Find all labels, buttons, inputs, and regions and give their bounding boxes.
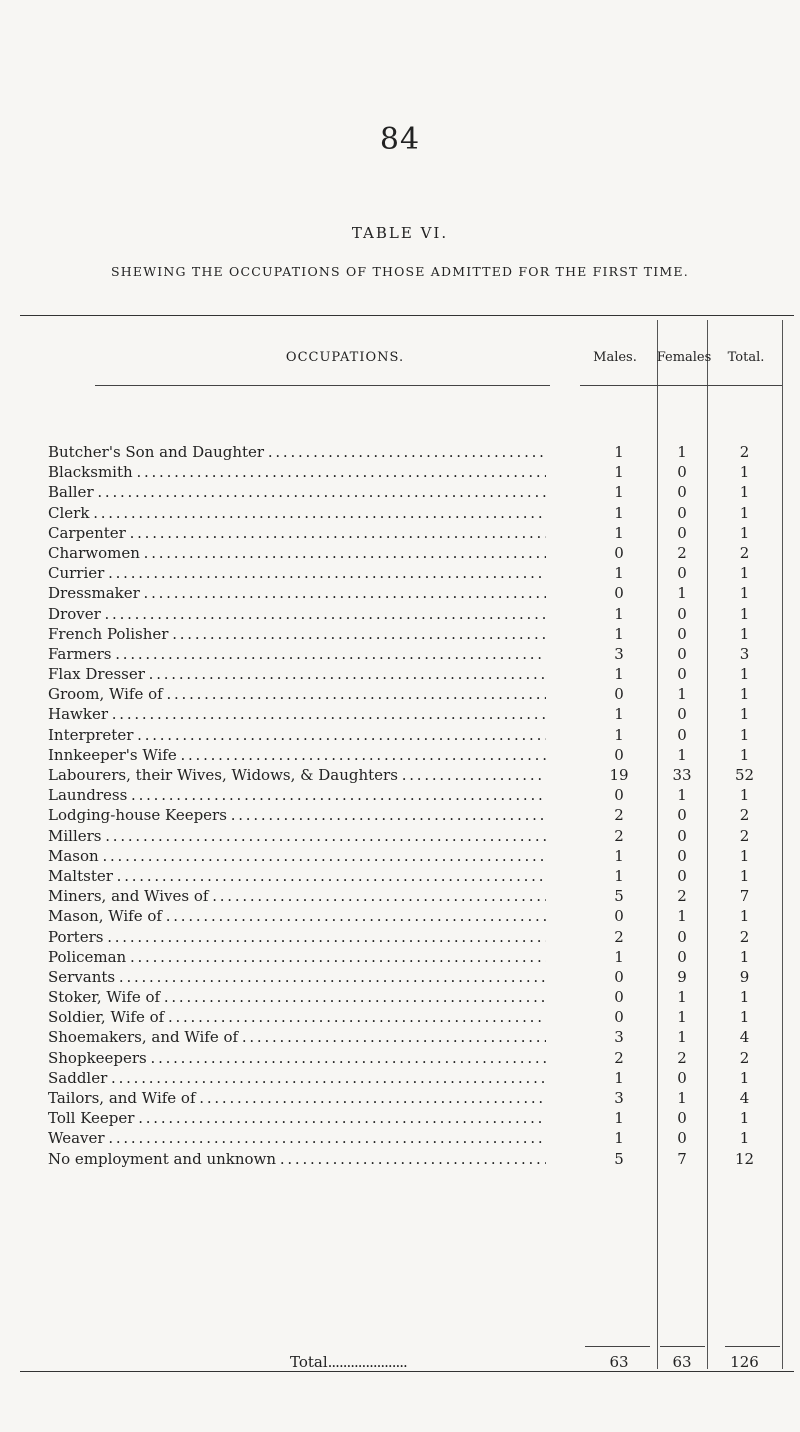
table-row bbox=[20, 523, 794, 543]
males-cell: 1 bbox=[614, 725, 624, 744]
header-rule bbox=[580, 385, 658, 386]
males-cell: 1 bbox=[614, 665, 624, 684]
total-cell: 1 bbox=[739, 786, 750, 805]
total-cell: 1 bbox=[739, 947, 750, 966]
total-cell: 2 bbox=[739, 543, 750, 562]
table-row bbox=[20, 583, 794, 603]
total-males: 63 bbox=[609, 1353, 629, 1371]
table-row bbox=[20, 664, 794, 684]
males-cell: 1 bbox=[614, 846, 624, 865]
females-cell: 1 bbox=[677, 443, 687, 461]
table-row bbox=[20, 805, 794, 825]
header-females: Females bbox=[656, 350, 712, 365]
table-row bbox=[20, 442, 794, 462]
occupation-cell: Carpenter . . . bbox=[48, 523, 546, 543]
males-cell: 0 bbox=[614, 786, 624, 805]
total-cell: 1 bbox=[739, 624, 750, 643]
total-cell: 7 bbox=[739, 887, 750, 906]
total-cell: 2 bbox=[739, 826, 750, 845]
occupation-cell: Tailors, and Wife of . . . bbox=[48, 1088, 546, 1108]
males-cell: 1 bbox=[614, 483, 624, 502]
table-row bbox=[20, 1007, 794, 1027]
header-rule bbox=[95, 385, 550, 386]
occupation-cell: Weaver . . . bbox=[48, 1128, 546, 1148]
females-cell: 33 bbox=[672, 766, 692, 784]
females-cell: 9 bbox=[677, 967, 687, 986]
table-row bbox=[20, 704, 794, 724]
table-row bbox=[20, 886, 794, 906]
occupation-cell: Blacksmith . . . bbox=[48, 462, 546, 482]
females-cell: 0 bbox=[677, 846, 687, 865]
table-row bbox=[20, 745, 794, 765]
table-row bbox=[20, 846, 794, 866]
occupation-cell: Drover . . . bbox=[48, 604, 546, 624]
males-cell: 1 bbox=[614, 523, 624, 542]
total-cell: 1 bbox=[739, 1068, 750, 1087]
table-row bbox=[20, 1108, 794, 1128]
females-cell: 0 bbox=[677, 725, 687, 744]
occupation-cell: French Polisher . . . bbox=[48, 624, 546, 644]
males-cell: 0 bbox=[614, 685, 624, 704]
total-cell: 1 bbox=[739, 665, 750, 684]
occupation-cell: Laundress . . . bbox=[48, 785, 546, 805]
table-row bbox=[20, 684, 794, 704]
males-cell: 0 bbox=[614, 967, 624, 986]
sum-rule bbox=[725, 1346, 780, 1347]
occupation-cell: Farmers . . . bbox=[48, 644, 546, 664]
total-total: 126 bbox=[730, 1353, 759, 1371]
females-cell: 1 bbox=[677, 1028, 687, 1047]
females-cell: 1 bbox=[677, 786, 687, 805]
females-cell: 0 bbox=[677, 1109, 687, 1128]
occupation-cell: Soldier, Wife of . . . bbox=[48, 1007, 546, 1027]
males-cell: 1 bbox=[614, 443, 624, 461]
occupation-cell: Interpreter . . . bbox=[48, 725, 546, 745]
total-cell: 1 bbox=[739, 584, 750, 603]
total-cell: 4 bbox=[739, 1089, 750, 1107]
males-cell: 1 bbox=[614, 624, 624, 643]
table-row bbox=[20, 563, 794, 583]
table-row bbox=[20, 503, 794, 523]
occupation-cell: Toll Keeper . . . bbox=[48, 1108, 546, 1128]
females-cell: 1 bbox=[677, 584, 687, 603]
females-cell: 0 bbox=[677, 564, 687, 583]
males-cell: 0 bbox=[614, 988, 624, 1007]
total-cell: 12 bbox=[734, 1149, 755, 1168]
males-cell: 1 bbox=[614, 866, 624, 885]
total-cell: 9 bbox=[739, 967, 750, 986]
females-cell: 0 bbox=[677, 523, 687, 542]
total-cell: 2 bbox=[739, 1048, 750, 1067]
total-cell: 1 bbox=[739, 907, 750, 926]
females-cell: 0 bbox=[677, 866, 687, 885]
females-cell: 0 bbox=[677, 927, 687, 946]
total-cell: 1 bbox=[739, 1109, 750, 1128]
header-total: Total. bbox=[727, 350, 765, 365]
header-occupations: OCCUPATIONS. bbox=[285, 350, 405, 365]
occupation-cell: Hawker . . . bbox=[48, 704, 546, 724]
occupation-cell: Porters . . . bbox=[48, 927, 546, 947]
females-cell: 1 bbox=[677, 685, 687, 704]
occupation-cell: Clerk . . . bbox=[48, 503, 546, 523]
table-row bbox=[20, 1149, 794, 1169]
occupation-cell: Innkeeper's Wife . . . bbox=[48, 745, 546, 765]
total-cell: 3 bbox=[739, 644, 750, 663]
total-cell: 1 bbox=[739, 745, 750, 764]
females-cell: 0 bbox=[677, 624, 687, 643]
males-cell: 2 bbox=[614, 806, 624, 825]
total-cell: 2 bbox=[739, 806, 750, 825]
occupation-cell: Stoker, Wife of . . . bbox=[48, 987, 546, 1007]
males-cell: 0 bbox=[614, 543, 624, 562]
total-cell: 4 bbox=[739, 1028, 750, 1047]
total-cell: 1 bbox=[739, 1129, 750, 1148]
table-row bbox=[20, 927, 794, 947]
females-cell: 1 bbox=[677, 745, 687, 764]
males-cell: 1 bbox=[614, 1109, 624, 1128]
males-cell: 0 bbox=[614, 584, 624, 603]
total-cell: 1 bbox=[739, 463, 750, 482]
occupation-cell: Flax Dresser . . . bbox=[48, 664, 546, 684]
females-cell: 0 bbox=[677, 463, 687, 482]
table-row bbox=[20, 482, 794, 502]
females-cell: 2 bbox=[677, 1048, 687, 1067]
table-row bbox=[20, 967, 794, 987]
page-number: 84 bbox=[379, 122, 421, 157]
males-cell: 1 bbox=[614, 705, 624, 724]
table-row bbox=[20, 1068, 794, 1088]
females-cell: 0 bbox=[677, 1129, 687, 1148]
males-cell: 0 bbox=[614, 745, 624, 764]
table-row bbox=[20, 826, 794, 846]
occupation-cell: No employment and unknown . . . bbox=[48, 1149, 546, 1169]
total-cell: 2 bbox=[739, 927, 750, 946]
table-title: TABLE VI. bbox=[351, 224, 449, 242]
table-row bbox=[20, 644, 794, 664]
males-cell: 1 bbox=[614, 604, 624, 623]
table-body bbox=[20, 442, 794, 1169]
table-row bbox=[20, 906, 794, 926]
table-row bbox=[20, 866, 794, 886]
table-row bbox=[20, 1128, 794, 1148]
males-cell: 19 bbox=[609, 766, 629, 784]
table-row bbox=[20, 543, 794, 563]
total-cell: 1 bbox=[739, 725, 750, 744]
males-cell: 5 bbox=[614, 1149, 624, 1168]
occupation-cell: Shoemakers, and Wife of . . . bbox=[48, 1027, 546, 1047]
table-row bbox=[20, 765, 794, 785]
header-rule bbox=[707, 385, 782, 386]
males-cell: 1 bbox=[614, 1129, 624, 1148]
occupation-cell: Labourers, their Wives, Widows, & Daughters . . . bbox=[48, 765, 546, 785]
males-cell: 2 bbox=[614, 927, 624, 946]
occupation-cell: Miners, and Wives of . . . bbox=[48, 886, 546, 906]
occupation-cell: Dressmaker . . . bbox=[48, 583, 546, 603]
table-row bbox=[20, 725, 794, 745]
total-cell: 1 bbox=[739, 1008, 750, 1027]
females-cell: 1 bbox=[677, 988, 687, 1007]
females-cell: 0 bbox=[677, 665, 687, 684]
total-cell: 1 bbox=[739, 685, 750, 704]
table-row bbox=[20, 987, 794, 1007]
occupation-cell: Lodging-house Keepers . . . bbox=[48, 805, 546, 825]
total-cell: 1 bbox=[739, 988, 750, 1007]
total-label: Total ..... bbox=[290, 1353, 407, 1371]
table-row bbox=[20, 624, 794, 644]
table-row bbox=[20, 1088, 794, 1108]
females-cell: 1 bbox=[677, 1008, 687, 1027]
females-cell: 0 bbox=[677, 644, 687, 663]
females-cell: 0 bbox=[677, 604, 687, 623]
males-cell: 3 bbox=[614, 1089, 624, 1107]
sum-rule bbox=[585, 1346, 650, 1347]
males-cell: 3 bbox=[614, 1028, 624, 1047]
occupation-cell: Groom, Wife of . . . bbox=[48, 684, 546, 704]
females-cell: 1 bbox=[677, 907, 687, 926]
males-cell: 5 bbox=[614, 887, 624, 906]
occupation-cell: Saddler . . . bbox=[48, 1068, 546, 1088]
females-cell: 0 bbox=[677, 806, 687, 825]
table-row bbox=[20, 1048, 794, 1068]
males-cell: 1 bbox=[614, 564, 624, 583]
occupation-cell: Millers . . . bbox=[48, 826, 546, 846]
males-cell: 1 bbox=[614, 463, 624, 482]
females-cell: 1 bbox=[677, 1089, 687, 1107]
occupation-cell: Mason . . . bbox=[48, 846, 546, 866]
females-cell: 2 bbox=[677, 887, 687, 906]
table-row bbox=[20, 462, 794, 482]
occupation-cell: Charwomen . . . bbox=[48, 543, 546, 563]
sum-rule bbox=[660, 1346, 705, 1347]
occupation-cell: Baller . . . bbox=[48, 482, 546, 502]
total-cell: 1 bbox=[739, 705, 750, 724]
occupation-cell: Butcher's Son and Daughter . . . bbox=[48, 442, 546, 462]
males-cell: 3 bbox=[614, 644, 624, 663]
occupation-cell: Mason, Wife of . . . bbox=[48, 906, 546, 926]
header-rule bbox=[657, 385, 707, 386]
males-cell: 1 bbox=[614, 947, 624, 966]
occupation-cell: Currier . . . bbox=[48, 563, 546, 583]
females-cell: 0 bbox=[677, 705, 687, 724]
total-cell: 52 bbox=[734, 766, 755, 784]
occupation-cell: Servants . . . bbox=[48, 967, 546, 987]
females-cell: 0 bbox=[677, 1068, 687, 1087]
total-cell: 1 bbox=[739, 604, 750, 623]
males-cell: 1 bbox=[614, 503, 624, 522]
males-cell: 2 bbox=[614, 826, 624, 845]
occupation-cell: Policeman . . . bbox=[48, 947, 546, 967]
males-cell: 1 bbox=[614, 1068, 624, 1087]
table-row bbox=[20, 785, 794, 805]
males-cell: 0 bbox=[614, 1008, 624, 1027]
table-row bbox=[20, 604, 794, 624]
total-cell: 1 bbox=[739, 564, 750, 583]
header-males: Males. bbox=[593, 350, 637, 365]
males-cell: 0 bbox=[614, 907, 624, 926]
table-row bbox=[20, 947, 794, 967]
total-cell: 1 bbox=[739, 483, 750, 502]
occupation-cell: Maltster . . . bbox=[48, 866, 546, 886]
females-cell: 0 bbox=[677, 826, 687, 845]
total-cell: 1 bbox=[739, 523, 750, 542]
table-row bbox=[20, 1027, 794, 1047]
table-subtitle: SHEWING THE OCCUPATIONS OF THOSE ADMITTED FOR THE FIRST TIME. bbox=[111, 264, 689, 279]
females-cell: 2 bbox=[677, 543, 687, 562]
females-cell: 7 bbox=[677, 1149, 687, 1168]
total-females: 63 bbox=[672, 1353, 692, 1371]
males-cell: 2 bbox=[614, 1048, 624, 1067]
occupation-cell: Shopkeepers . . . bbox=[48, 1048, 546, 1068]
total-cell: 1 bbox=[739, 503, 750, 522]
females-cell: 0 bbox=[677, 483, 687, 502]
total-cell: 2 bbox=[739, 443, 750, 461]
females-cell: 0 bbox=[677, 947, 687, 966]
females-cell: 0 bbox=[677, 503, 687, 522]
total-cell: 1 bbox=[739, 846, 750, 865]
occupations-table bbox=[20, 315, 794, 1372]
total-cell: 1 bbox=[739, 866, 750, 885]
